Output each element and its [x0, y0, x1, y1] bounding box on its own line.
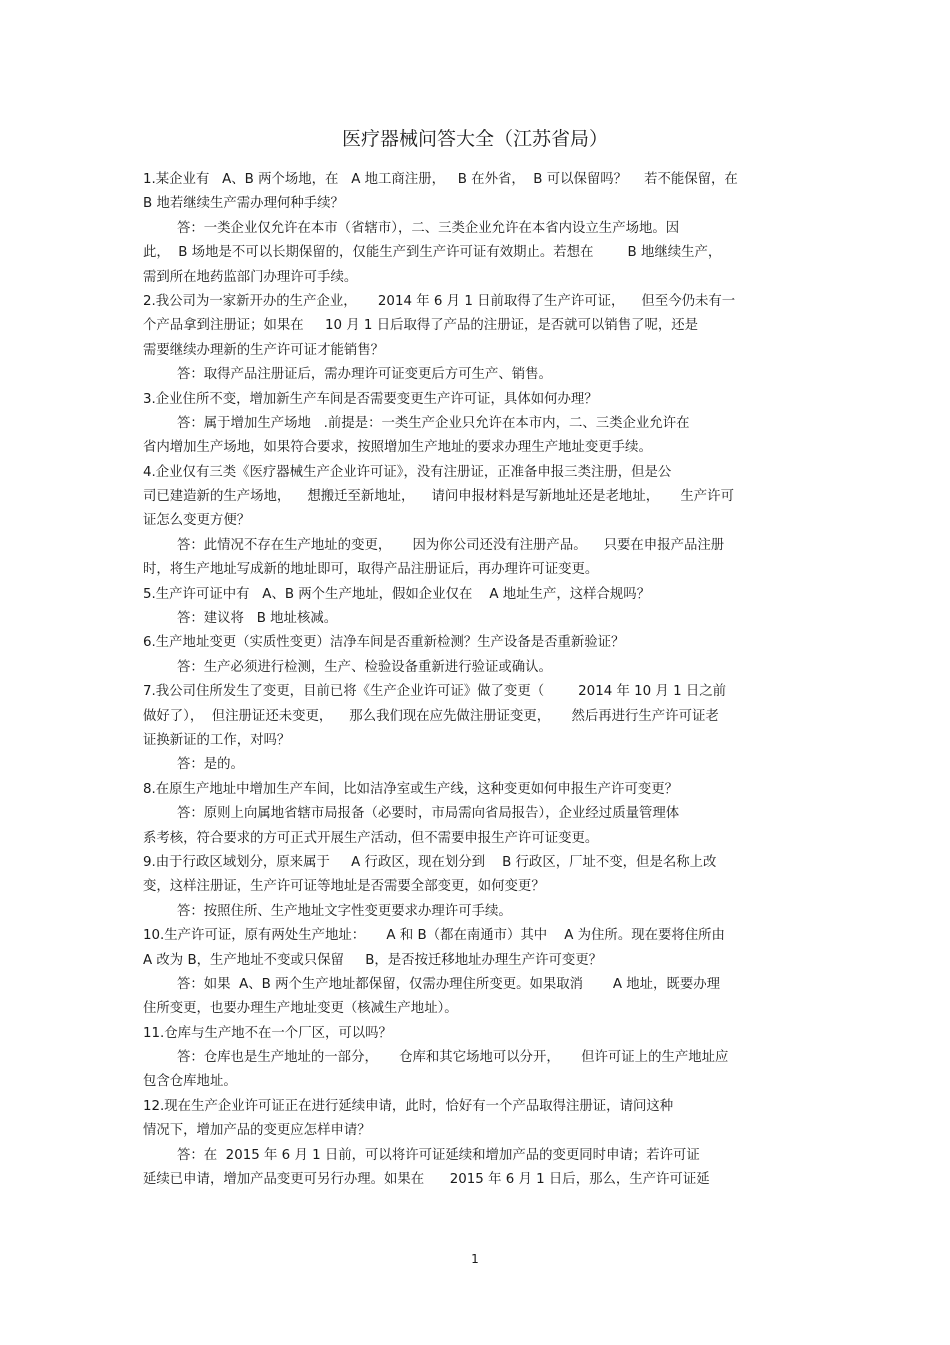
text-line: 系考核，符合要求的方可正式开展生产活动，但不需要申报生产许可证变更。 [143, 830, 599, 846]
text-line: 需到所在地药监部门办理许可手续。 [143, 269, 358, 285]
answer-line: 答：仓库也是生产地址的一部分， 仓库和其它场地可以分开， 但许可证上的生产地址应 [177, 1050, 729, 1066]
page-number: 1 [471, 1252, 479, 1266]
text-line: 8.在原生产地址中增加生产车间，比如洁净室或生产线，这种变更如何申报生产许可变更？ [143, 781, 679, 797]
text-line: 需要继续办理新的生产许可证才能销售？ [143, 342, 385, 358]
text-line: 2.我公司为一家新开办的生产企业， 2014 年 6 月 1 日前取得了生产许可证， 但至今仍未有一 [143, 293, 736, 309]
answer-line: 答：建议将 B 地址核减。 [177, 611, 338, 627]
text-line: 9.由于行政区域划分，原来属于 A 行政区，现在划分到 B 行政区，厂址不变，但是名称上改 [143, 854, 717, 870]
answer-line: 答：如果 A、B 两个生产地址都保留，仅需办理住所变更。如果取消 A 地址，既要办理 [177, 976, 720, 992]
text-line: 变，这样注册证，生产许可证等地址是否需要全部变更，如何变更？ [143, 879, 545, 895]
text-line: B 地若继续生产需办理何种手续？ [143, 196, 344, 212]
text-line: 5.生产许可证中有 A、B 两个生产地址，假如企业仅在 A 地址生产，这样合规吗？ [143, 586, 651, 602]
answer-line: 答：属于增加生产场地 .前提是：一类生产企业只允许在本市内，二、三类企业允许在 [177, 415, 690, 431]
text-line: 做好了）， 但注册证还未变更， 那么我们现在应先做注册证变更， 然后再进行生产许可证老 [143, 708, 719, 724]
answer-line: 答：一类企业仅允许在本市（省辖市），二、三类企业允许在本省内设立生产场地。因 [177, 220, 680, 236]
answer-line: 答：原则上向属地省辖市局报备（必要时，市局需向省局报告），企业经过质量管理体 [177, 806, 680, 822]
text-line: 12.现在生产企业许可证正在进行延续申请，此时，恰好有一个产品取得注册证，请问这种 [143, 1098, 674, 1114]
answer-line: 答：在 2015 年 6 月 1 日前，可以将许可证延续和增加产品的变更同时申请；若许可证 [177, 1147, 700, 1163]
text-line: 证怎么变更方便？ [143, 513, 251, 529]
text-line: 司已建造新的生产场地， 想搬迁至新地址， 请问申报材料是写新地址还是老地址， 生产许可 [143, 489, 734, 505]
text-line: 包含仓库地址。 [143, 1074, 237, 1090]
text-line: 6.生产地址变更（实质性变更）洁净车间是否重新检测？生产设备是否重新验证？ [143, 635, 625, 651]
text-line: 4.企业仅有三类《医疗器械生产企业许可证》，没有注册证，正准备申报三类注册，但是公 [143, 464, 672, 480]
text-line: 省内增加生产场地，如果符合要求，按照增加生产地址的要求办理生产地址变更手续。 [143, 440, 652, 456]
document-title: 医疗器械问答大全（江苏省局） [341, 128, 608, 150]
text-line: A 改为 B，生产地址不变或只保留 B，是否按迁移地址办理生产许可变更？ [143, 952, 603, 968]
text-line: 证换新证的工作，对吗？ [143, 732, 291, 748]
text-line: 时，将生产地址写成新的地址即可，取得产品注册证后，再办理许可证变更。 [143, 562, 599, 578]
text-line: 11.仓库与生产地不在一个厂区，可以吗？ [143, 1025, 392, 1041]
document-body [143, 168, 808, 1192]
answer-line: 答：按照住所、生产地址文字性变更要求办理许可手续。 [177, 903, 512, 919]
text-line: 1.某企业有 A、B 两个场地，在 A 地工商注册， B 在外省， B 可以保留吗？ 若不能保留，在 [143, 172, 738, 187]
text-line: 7.我公司住所发生了变更，目前已将《生产企业许可证》做了变更（ 2014 年 10 月 1 日之前 [143, 684, 727, 700]
answer-line: 答：此情况不存在生产地址的变更， 因为你公司还没有注册产品。 只要在申报产品注册 [177, 537, 725, 553]
answer-line: 答：是的。 [177, 757, 244, 773]
answer-line: 答：取得产品注册证后，需办理许可证变更后方可生产、销售。 [177, 367, 552, 383]
text-line: 情况下，增加产品的变更应怎样申请？ [143, 1123, 371, 1139]
text-line: 3.企业住所不变，增加新生产车间是否需要变更生产许可证，具体如何办理？ [143, 391, 598, 407]
answer-line: 答：生产必须进行检测，生产、检验设备重新进行验证或确认。 [177, 659, 552, 675]
text-line: 延续已申请，增加产品变更可另行办理。如果在 2015 年 6 月 1 日后，那么，生产许可证延 [143, 1172, 710, 1188]
text-line: 10.生产许可证，原有两处生产地址： A 和 B（都在南通市）其中 A 为住所。现在要将住所由 [143, 928, 725, 944]
text-line: 个产品拿到注册证；如果在 10 月 1 日后取得了产品的注册证，是否就可以销售了呢，还是 [143, 318, 699, 334]
text-line: 住所变更，也要办理生产地址变更（核减生产地址）。 [143, 1001, 458, 1017]
text-line: 此， B 场地是不可以长期保留的，仅能生产到生产许可证有效期止。若想在 B 地继续生产， [143, 245, 722, 261]
